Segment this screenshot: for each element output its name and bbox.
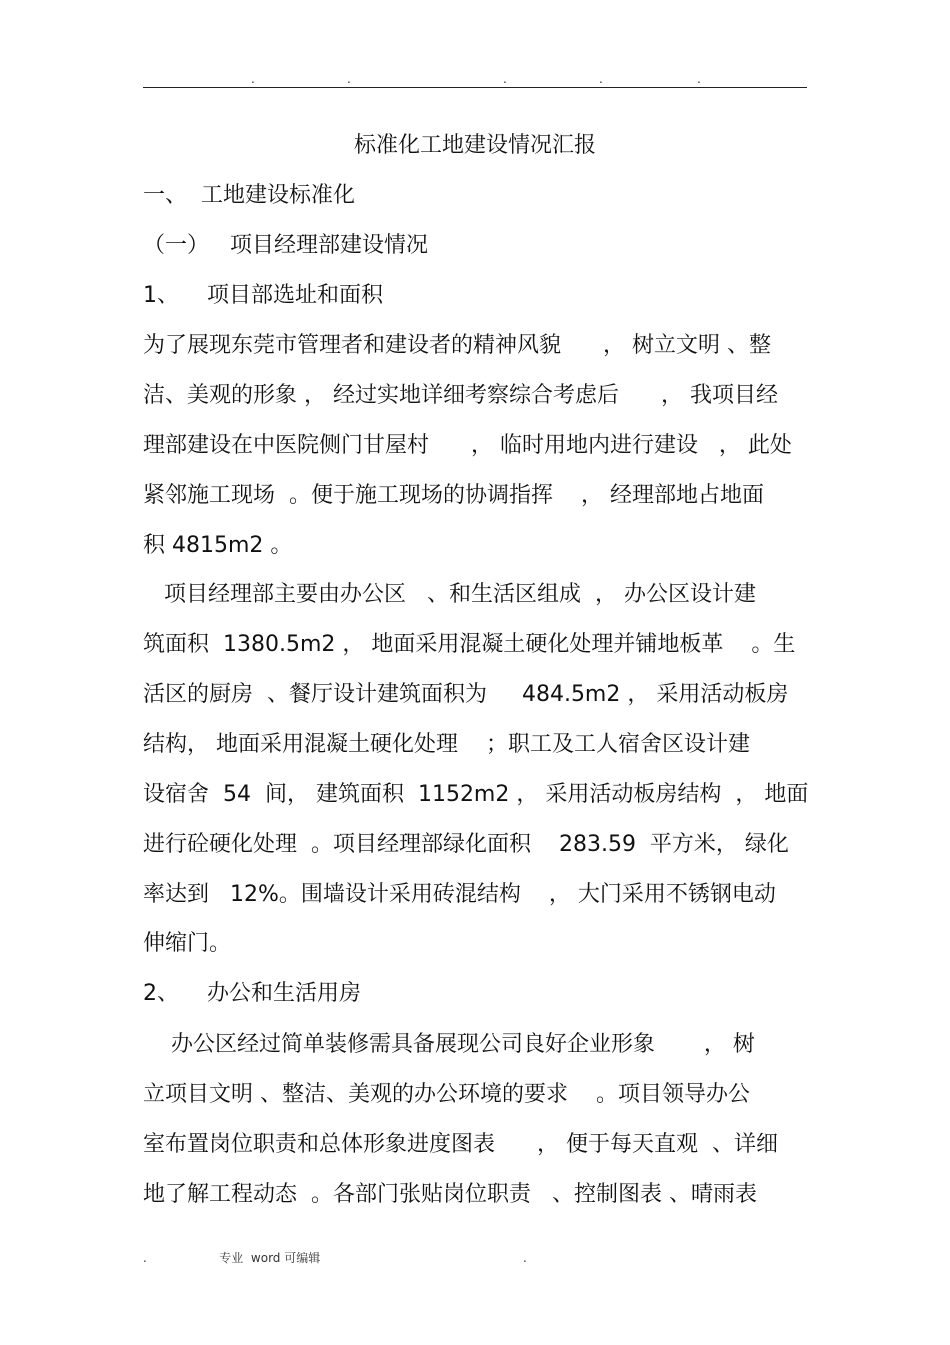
paragraph-line: 活区的厨房 、餐厅设计建筑面积为 484.5m2 ， 采用活动板房 [143,682,789,707]
paragraph-line: 结构， 地面采用混凝土硬化处理 ；职工及工人宿舍区设计建 [143,732,750,757]
item-heading: 2、 办公和生活用房 [143,981,361,1006]
header-rule [143,87,807,88]
paragraph-line: 地了解工程动态 。各部门张贴岗位职责 、控制图表 、晴雨表 [143,1182,757,1207]
paragraph-line: 办公区经过简单装修需具备展现公司良好企业形象 ， 树 [143,1032,755,1057]
footer-dot: . [523,1251,527,1265]
paragraph-line: 立项目文明 、整洁、美观的办公环境的要求 。项目领导办公 [143,1082,750,1107]
paragraph-line: 筑面积 1380.5m2 ， 地面采用混凝土硬化处理并铺地板革 。生 [143,632,796,657]
paragraph-line: 率达到 12%。围墙设计采用砖混结构 ， 大门采用不锈钢电动 [143,882,776,907]
paragraph-line: 洁、美观的形象 ， 经过实地详细考察综合考虑后 ， 我项目经 [143,383,778,408]
paragraph-line: 设宿舍 54 间， 建筑面积 1152m2 ， 采用活动板房结构 ， 地面 [143,782,809,807]
header-dot: . [503,72,507,86]
paragraph-line: 项目经理部主要由办公区 、和生活区组成 ， 办公区设计建 [143,582,756,607]
document-title: 标准化工地建设情况汇报 [353,133,596,158]
header-dot: . [697,72,701,86]
paragraph-line: 室布置岗位职责和总体形象进度图表 ， 便于每天直观 、详细 [143,1132,778,1157]
paragraph-line: 伸缩门。 [143,931,232,956]
header-dot: . [347,72,351,86]
header-dot: . [599,72,603,86]
section-heading: 一、 工地建设标准化 [143,183,355,208]
subsection-heading: （一） 项目经理部建设情况 [143,233,428,258]
paragraph-line: 紧邻施工现场 。便于施工现场的协调指挥 ， 经理部地占地面 [143,483,764,508]
paragraph-line: 进行砼硬化处理 。项目经理部绿化面积 283.59 平方米， 绿化 [143,832,789,857]
paragraph-line: 积 4815m2 。 [143,533,293,558]
header-dots [143,72,807,86]
header-dot: . [251,72,255,86]
paragraph-line: 理部建设在中医院侧门甘屋村 ， 临时用地内进行建设 ， 此处 [143,433,792,458]
paragraph-line: 为了展现东莞市管理者和建设者的精神风貌 ， 树立文明 、整 [143,333,771,358]
item-heading: 1、 项目部选址和面积 [143,283,383,308]
footer-text: . 专业 word 可编辑 [143,1251,321,1265]
